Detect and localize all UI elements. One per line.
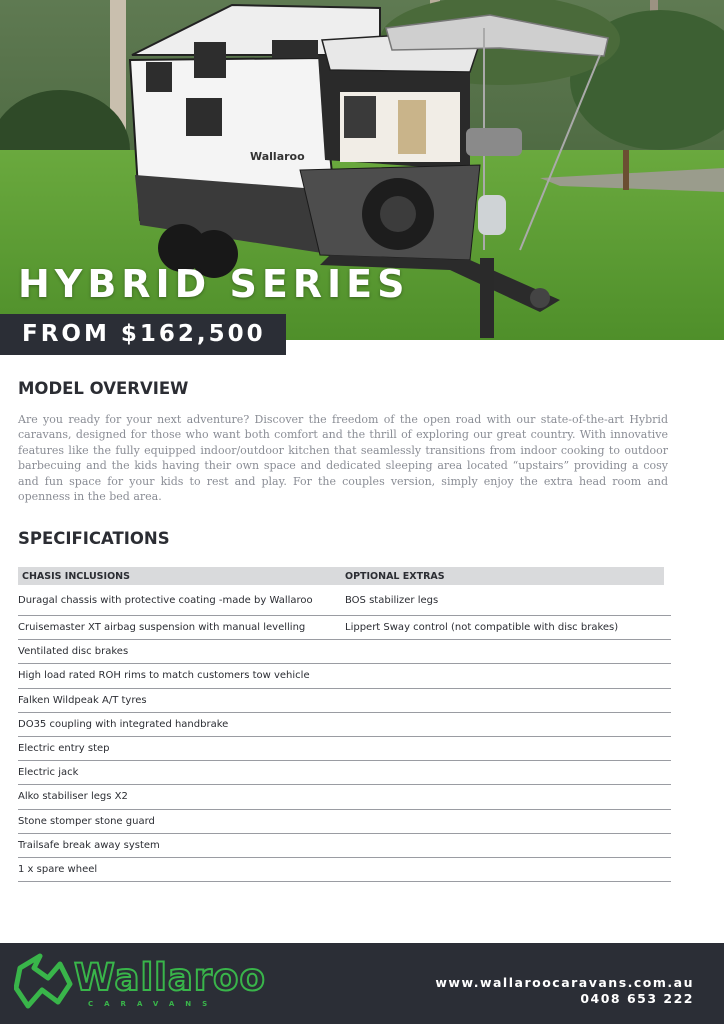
table-row (18, 713, 671, 737)
hero-image (0, 0, 724, 340)
table-header (18, 567, 664, 585)
inclusion-cell: Ventilated disc brakes (18, 646, 129, 658)
inclusion-cell: 1 x spare wheel (18, 863, 98, 875)
model-overview-heading: MODEL OVERVIEW (18, 379, 189, 398)
inclusion-cell: Electric entry step (18, 743, 110, 755)
table-row (18, 640, 671, 664)
table-row (18, 689, 671, 713)
table-row (18, 585, 671, 616)
price-banner: FROM $162,500 (0, 314, 286, 355)
wallaroo-logo-icon (14, 950, 74, 1014)
extra-cell: BOS stabilizer legs (345, 594, 439, 606)
trailer-logo-text: Wallaroo (250, 150, 305, 163)
contact-block (435, 975, 694, 1007)
inclusion-cell: Trailsafe break away system (18, 839, 160, 851)
inclusion-cell: Alko stabiliser legs X2 (18, 791, 128, 803)
hero-title: HYBRID SERIES (18, 262, 410, 306)
inclusion-cell: Electric jack (18, 767, 79, 779)
logo-wordmark: Wallaroo (74, 956, 266, 999)
table-row (18, 834, 671, 858)
website-link[interactable]: www.wallaroocaravans.com.au (435, 975, 694, 990)
table-row (18, 616, 671, 640)
inclusion-cell: Falken Wildpeak A/T tyres (18, 694, 147, 706)
inclusion-cell: High load rated ROH rims to match customers tow vehicle (18, 670, 310, 682)
logo-tagline: CARAVANS (88, 1000, 219, 1008)
table-row (18, 858, 671, 882)
specifications-table (18, 567, 671, 882)
inclusion-cell: Stone stomper stone guard (18, 815, 155, 827)
chassis-inclusions-header: CHASIS INCLUSIONS (22, 570, 130, 582)
table-row (18, 737, 671, 761)
inclusion-cell: Cruisemaster XT airbag suspension with manual levelling (18, 622, 306, 634)
extra-cell: Lippert Sway control (not compatible with disc brakes) (345, 622, 619, 634)
table-row (18, 761, 671, 785)
model-overview-text: Are you ready for your next adventure? Discover the freedom of the open road with our state-of-the-art Hybrid caravans, designed for those who want both comfort and the thrill of exploring our great country. With innovative features like the fully equipped indoor/outdoor kitchen that seamlessly transitions from indoor cooking to outdoor barbecuing and the kids having their own space and dedicated sleeping area located “upstairs” providing a cosy and fun space for your kids to rest and play. For the couples version, simply enjoy the extra head room and openness in the bed area. (18, 413, 668, 504)
table-row (18, 810, 671, 834)
inclusion-cell: Duragal chassis with protective coating -made by Wallaroo (18, 594, 313, 606)
table-row (18, 664, 671, 688)
table-row (18, 785, 671, 809)
inclusion-cell: DO35 coupling with integrated handbrake (18, 718, 229, 730)
specifications-heading: SPECIFICATIONS (18, 529, 170, 548)
phone-number[interactable]: 0408 653 222 (580, 991, 694, 1006)
optional-extras-header: OPTIONAL EXTRAS (345, 570, 445, 582)
